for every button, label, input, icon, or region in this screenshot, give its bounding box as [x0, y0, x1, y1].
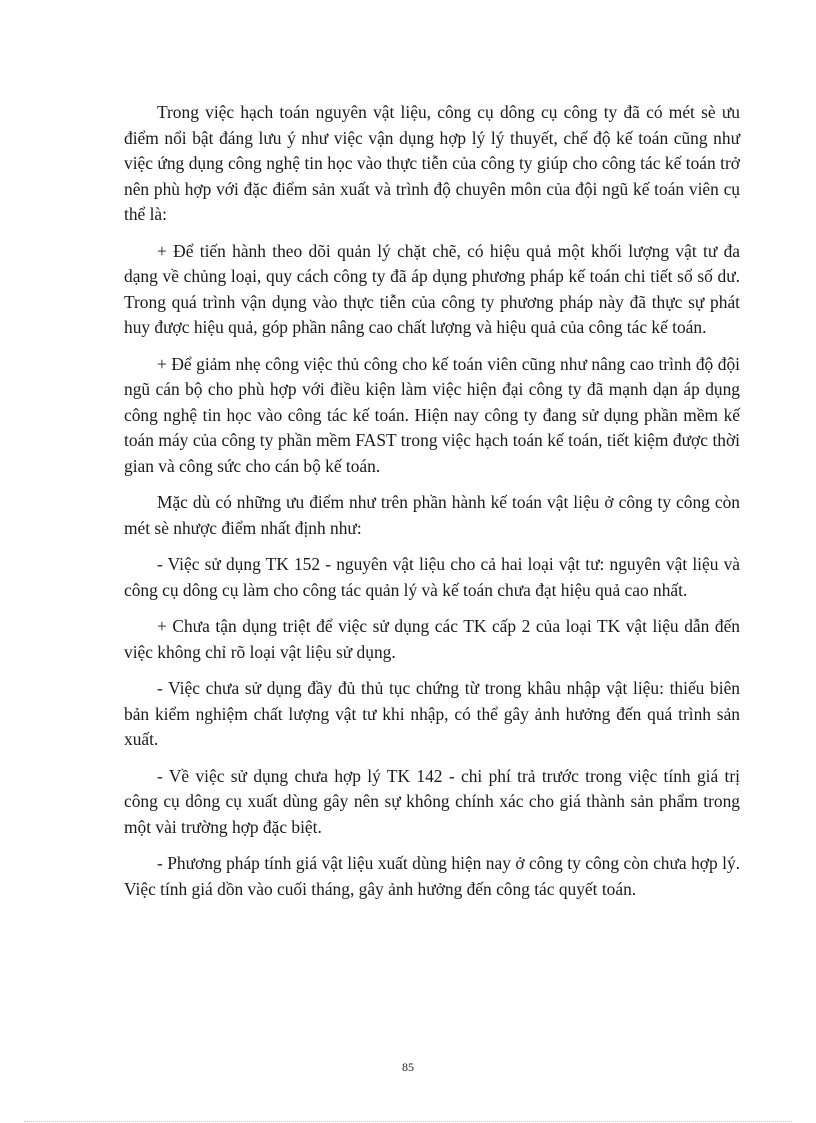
paragraph-7: - Việc chưa sử dụng đầy đủ thủ tục chứng từ trong khâu nhập vật liệu: thiếu biên bản kiểm nghiệm chất lượng vật tư khi nhập, có thể gây ảnh hưởng đến quá trình sản xuất. — [124, 678, 740, 749]
paragraph-1: Trong việc hạch toán nguyên vật liệu, công cụ dông cụ công ty đã có mét sè ưu điểm nổi bật đáng lưu ý như việc vận dụng hợp lý lý thuyết, chế độ kế toán cũng như việc ứng dụng công nghệ tin học vào thực tiễn của công ty giúp cho công tác kế toán trở nên phù hợp với đặc điểm sản xuất và trình độ chuyên môn của đội ngũ kế toán viên cụ thể là: — [124, 102, 740, 224]
page-number: 85 — [402, 1060, 414, 1074]
paragraph-6: + Chưa tận dụng triệt để việc sử dụng các TK cấp 2 của loại TK vật liệu dẫn đến việc không chỉ rõ loại vật liệu sử dụng. — [124, 616, 740, 662]
paragraph-9: - Phương pháp tính giá vật liệu xuất dùng hiện nay ở công ty công còn chưa hợp lý. Việc tính giá dồn vào cuối tháng, gây ảnh hưởng đến công tác quyết toán. — [124, 853, 740, 899]
paragraph-8: - Về việc sử dụng chưa hợp lý TK 142 - chi phí trả trước trong việc tính giá trị công cụ dông cụ xuất dùng gây nên sự không chính xác cho giá thành sản phẩm trong một vài trường hợp đặc biệt. — [124, 765, 740, 837]
paragraph-3: + Để giảm nhẹ công việc thủ công cho kế toán viên cũng như nâng cao trình độ đội ngũ cán bộ cho phù hợp với điều kiện làm việc hiện đại công ty đã mạnh dạn áp dụng công nghệ tin học vào công tác kế toán. Hiện nay công ty đang sử dụng phần mềm kế toán máy của công ty phần mềm FAST trong việc hạch toán kế toán, tiết kiệm được thời gian và công sức cho cán bộ kế toán. — [124, 353, 740, 476]
page-bottom-divider — [24, 1121, 792, 1122]
page-body — [124, 100, 740, 913]
paragraph-2: + Để tiến hành theo dõi quản lý chặt chẽ, có hiệu quả một khối lượng vật tư đa dạng về chủng loại, quy cách công ty đã áp dụng phương pháp kế toán chi tiết sổ số dư. Trong quá trình vận dụng vào thực tiễn của công ty phương pháp này đã thực sự phát huy được hiệu quả, góp phần nâng cao chất lượng và hiệu quả của công tác kế toán. — [124, 240, 740, 337]
paragraph-5: - Việc sử dụng TK 152 - nguyên vật liệu cho cả hai loại vật tư: nguyên vật liệu và công cụ dông cụ làm cho công tác quản lý và kế toán chưa đạt hiệu quả cao nhất. — [124, 554, 740, 600]
paragraph-4: Mặc dù có những ưu điểm như trên phần hành kế toán vật liệu ở công ty công còn mét sè nhược điểm nhất định như: — [124, 492, 740, 538]
